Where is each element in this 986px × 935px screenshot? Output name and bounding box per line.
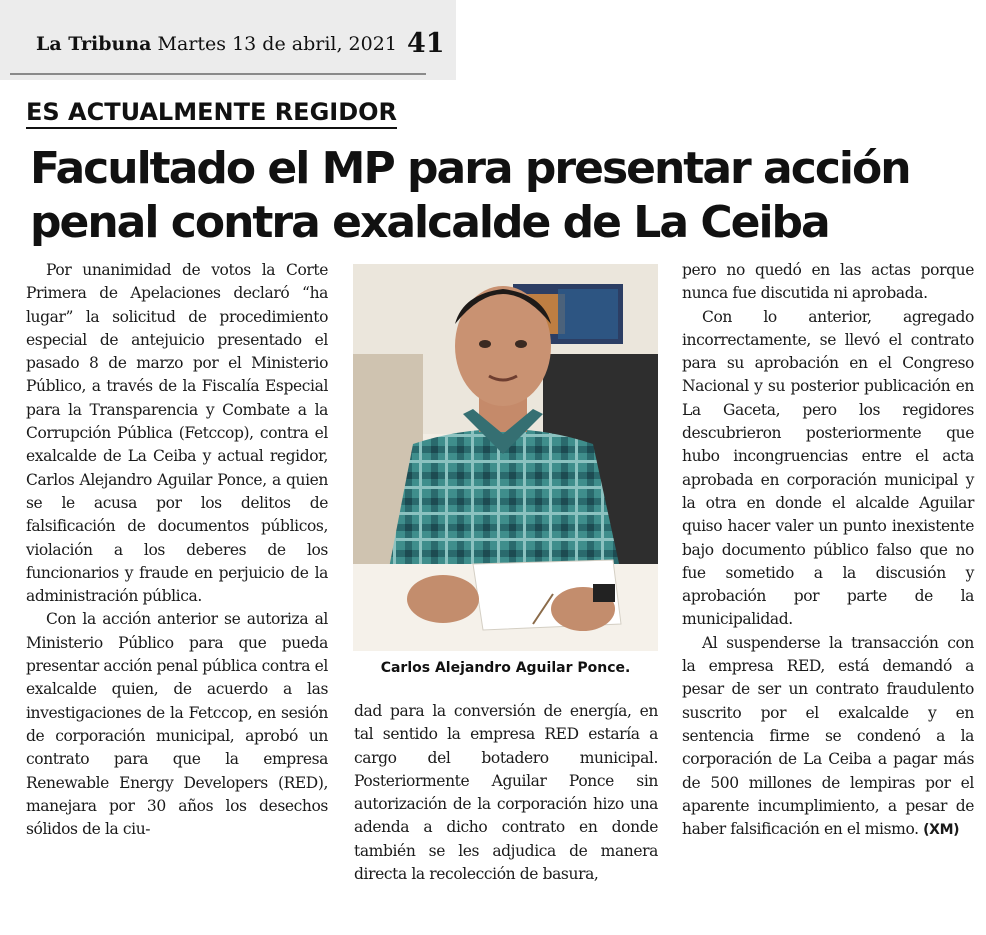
masthead — [36, 28, 445, 59]
headline — [30, 142, 980, 250]
article-column-3 — [682, 259, 974, 842]
article-column-1 — [26, 259, 328, 841]
issue-date: Martes 13 de abril, 2021 — [157, 33, 397, 55]
photo-caption: Carlos Alejandro Aguilar Ponce. — [380, 660, 631, 676]
paragraph-text: Al suspenderse la transacción con la empresa RED, está demandó a pesar de ser un contrato fraudulento suscrito por el exalcalde y en sentencia firme se condenó a la corporación de La Ceiba a pagar más de 500 millones de lempiras por el aparente incumplimiento, a pesar de haber falsificación en el mismo. — [682, 633, 974, 839]
publication-name: La Tribuna — [36, 33, 152, 55]
paragraph: Por unanimidad de votos la Corte Primera de Apelaciones declaró “ha lugar” la solicitud de procedimiento especial de antejuicio presentado el pasado 8 de marzo por el Ministerio Público, a través de la Fiscalía Especial para la Transparencia y Combate a la Corrupción Pública (Fetccop), contra el exalcalde de La Ceiba y actual regidor, Carlos Alejandro Aguilar Ponce, a quien se le acusa por los delitos de falsificación de documentos públicos, violación a los deberes de los funcionarios y fraude en perjuicio de la administración pública. — [26, 261, 328, 606]
paragraph: pero no quedó en las actas porque nunca fue discutida ni aprobada. — [682, 261, 974, 303]
author-signature: (XM) — [923, 822, 960, 839]
paragraph — [682, 632, 974, 843]
portrait-photo — [353, 264, 658, 651]
paragraph: Con lo anterior, agregado incorrectamente, se llevó el contrato para su aprobación en el Congreso Nacional y su posterior publicación en La Gaceta, pero los regidores descubrieron posteriormente que hubo incongruencias entre el acta aprobada en corporación municipal y la otra en donde el alcalde Aguilar quiso hacer valer un punto inexistente bajo documento público falso que no fue sometido a la discusión y aprobación por parte de la municipalidad. — [682, 307, 974, 629]
portrait-photo-illustration — [353, 264, 658, 651]
headline-line-2: penal contra exalcalde de La Ceiba — [30, 197, 829, 248]
paragraph: dad para la conversión de energía, en tal sentido la empresa RED estaría a cargo del botadero municipal. Posteriormente Aguilar Ponce sin autorización de la corporación hizo una adenda a dicho contrato en donde también se les adjudica de manera directa la recolección de basura, — [354, 702, 658, 884]
article-column-2 — [354, 700, 658, 886]
headline-line-1: Facultado el MP para presentar acción — [30, 143, 910, 194]
page-number: 41 — [406, 28, 445, 59]
kicker: ES ACTUALMENTE REGIDOR — [26, 97, 397, 129]
masthead-rule — [10, 73, 426, 75]
paragraph: Con la acción anterior se autoriza al Ministerio Público para que pueda presentar acción penal pública contra el exalcalde quien, de acuerdo a las investigaciones de la Fetccop, en sesión de corporación municipal, aprobó un contrato para que la empresa Renewable Energy Developers (RED), manejara por 30 años los desechos sólidos de la ciu- — [26, 610, 328, 839]
